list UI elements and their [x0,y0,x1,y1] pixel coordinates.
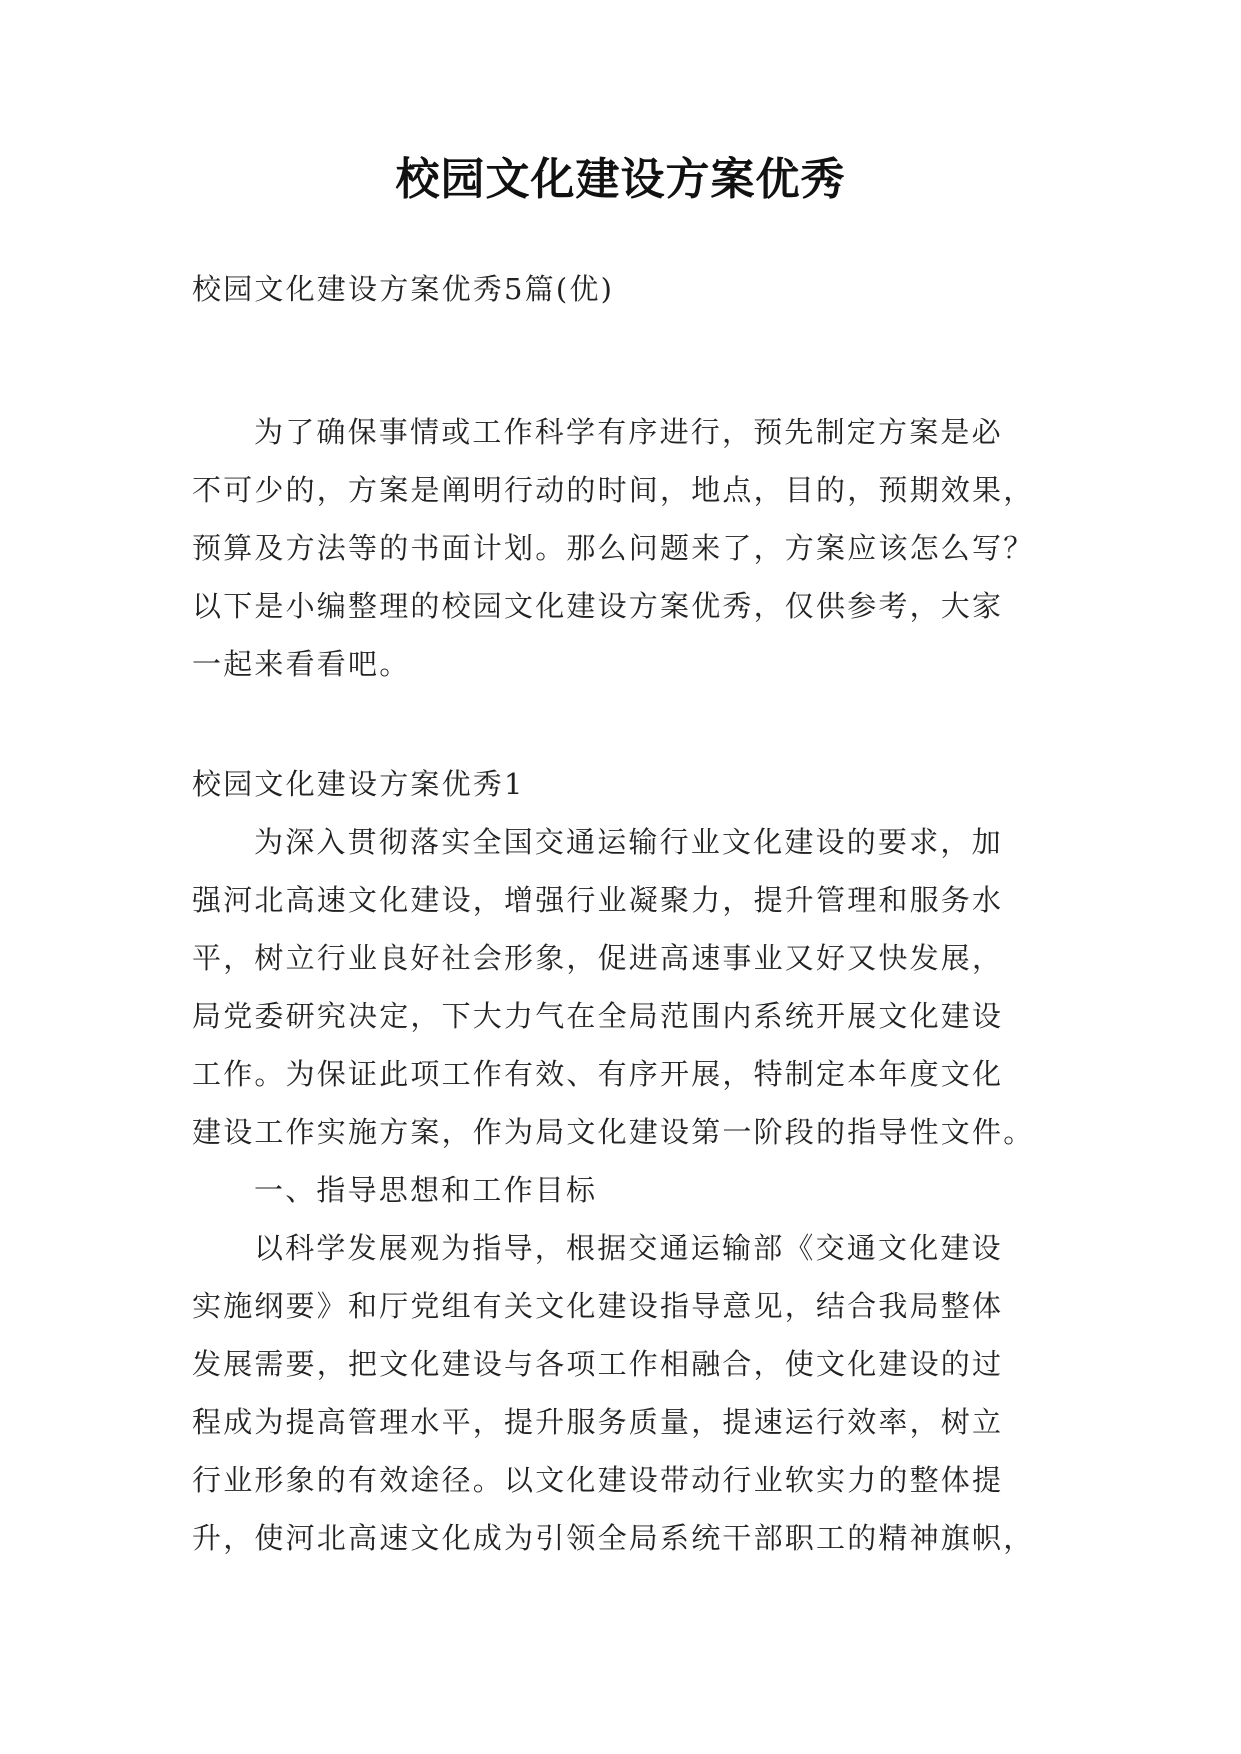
paragraph-line: 以下是小编整理的校园文化建设方案优秀，仅供参考，大家 [192,589,1004,623]
paragraph-line: 发展需要，把文化建设与各项工作相融合，使文化建设的过 [192,1347,1004,1381]
document-subtitle [192,260,1062,318]
paragraph-line: 强河北高速文化建设，增强行业凝聚力，提升管理和服务水 [192,883,1004,917]
subtitle-line: 校园文化建设方案优秀5篇(优) [192,272,615,306]
paragraph-line: 建设工作实施方案，作为局文化建设第一阶段的指导性文件。 [192,1115,1035,1149]
paragraph-line: 实施纲要》和厅党组有关文化建设指导意见，结合我局整体 [192,1289,1004,1323]
paragraph-line: 一起来看看吧。 [192,647,411,681]
paragraph-line: 升，使河北高速文化成为引领全局系统干部职工的精神旗帜， [192,1521,1035,1555]
intro-paragraph [192,403,1062,693]
subsection-heading: 一、指导思想和工作目标 [254,1173,598,1207]
paragraph-line: 不可少的，方案是阐明行动的时间，地点，目的，预期效果， [192,473,1035,507]
paragraph-line: 行业形象的有效途径。以文化建设带动行业软实力的整体提 [192,1463,1004,1497]
paragraph-line: 以科学发展观为指导，根据交通运输部《交通文化建设 [254,1231,1003,1265]
paragraph-line: 预算及方法等的书面计划。那么问题来了，方案应该怎么写？ [192,531,1035,565]
paragraph-line: 局党委研究决定，下大力气在全局范围内系统开展文化建设 [192,999,1004,1033]
paragraph-line: 为深入贯彻落实全国交通运输行业文化建设的要求，加 [254,825,1003,859]
document-title: 校园文化建设方案优秀 [395,154,846,205]
section-1 [192,755,1062,1567]
section-heading: 校园文化建设方案优秀1 [192,767,525,801]
paragraph-line: 工作。为保证此项工作有效、有序开展，特制定本年度文化 [192,1057,1004,1091]
paragraph-line: 为了确保事情或工作科学有序进行，预先制定方案是必 [254,415,1003,449]
paragraph-line: 程成为提高管理水平，提升服务质量，提速运行效率，树立 [192,1405,1004,1439]
paragraph-line: 平，树立行业良好社会形象，促进高速事业又好又快发展， [192,941,1004,975]
